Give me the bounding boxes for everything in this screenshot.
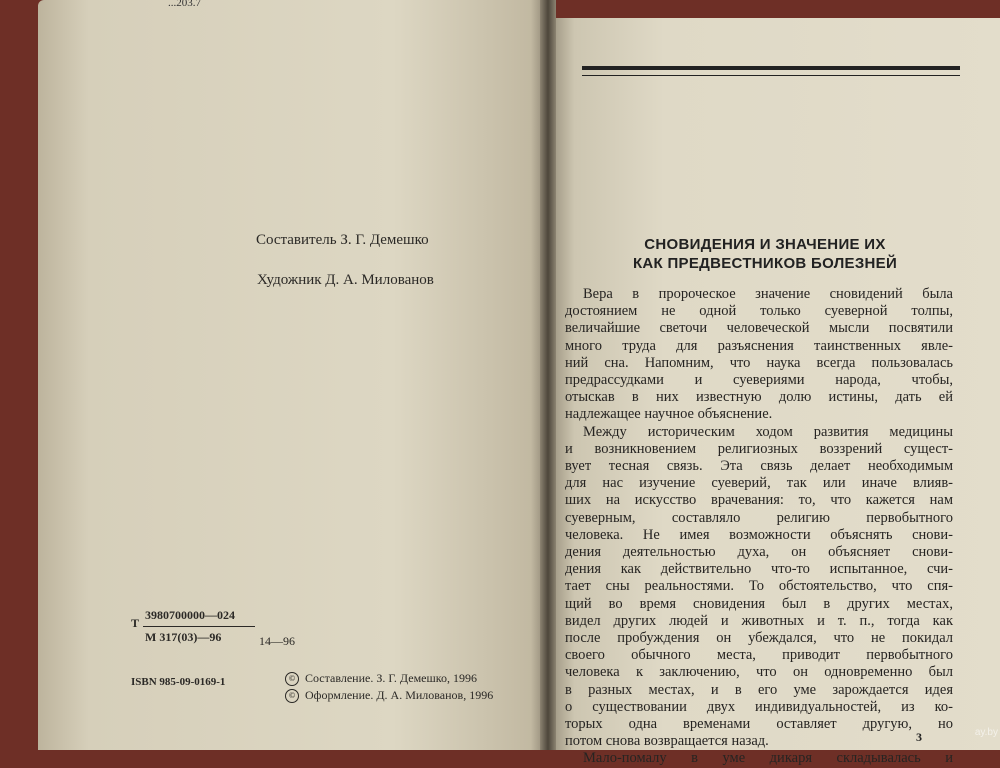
body-line: суеверным, составляло религию первобытного bbox=[565, 509, 953, 526]
body-line: человека. Не имея возможности объяснять снови- bbox=[565, 526, 953, 543]
body-line: о существовании двух индивидуальностей, из ко- bbox=[565, 698, 953, 715]
body-line: потом снова возвращается назад. bbox=[565, 733, 769, 750]
copyright-compilation bbox=[285, 671, 477, 686]
body-line: величайшие светочи человеческой мысли посвятили bbox=[565, 320, 953, 337]
body-line: отыскав в них известную долю истины, дать ей bbox=[565, 389, 953, 406]
body-line: Вера в пророческое значение сновидений была bbox=[583, 286, 953, 302]
body-line: в разных местах, и в его уме зарождается идея bbox=[565, 681, 953, 698]
body-line: ний сна. Напомним, что наука всегда пользовалась bbox=[565, 354, 953, 371]
book-gutter bbox=[540, 0, 556, 750]
body-line: видел других людей и животных и т. п., тогда как bbox=[565, 612, 953, 629]
biblio-numerator: 3980700000—024 bbox=[145, 608, 235, 622]
body-line: дения как действительно что-то испытанное, счи- bbox=[565, 561, 953, 578]
body-line: щий во время сновидения был в других местах, bbox=[565, 595, 953, 612]
biblio-letter: Т bbox=[131, 616, 140, 630]
body-line: для нас изучение суеверий, так или иначе влияв- bbox=[565, 475, 953, 492]
chapter-title-line: СНОВИДЕНИЯ И ЗНАЧЕНИЕ ИХ bbox=[644, 236, 886, 253]
chapter-title bbox=[585, 235, 945, 273]
chapter-title-line: КАК ПРЕДВЕСТНИКОВ БОЛЕЗНЕЙ bbox=[632, 255, 898, 272]
chapter-body bbox=[565, 286, 953, 768]
body-line: торых одна временами оставляет другую, но bbox=[565, 716, 953, 733]
body-line: человека к заключению, что он одновременно был bbox=[565, 664, 953, 681]
copyright-icon: © bbox=[285, 689, 299, 703]
body-line: и возникновением религиозных воззрений сущест- bbox=[565, 440, 953, 457]
copyright-design bbox=[285, 688, 493, 703]
body-line: надлежащее научное объяснение. bbox=[565, 406, 773, 423]
body-line: вует тесная связь. Эта связь делает необходимым bbox=[565, 458, 953, 475]
body-line: ших на искусство врачевания: то, что кажется нам bbox=[565, 492, 953, 509]
biblio-fraction-line bbox=[143, 626, 255, 627]
copyright-line: Составление. З. Г. Демешко, 1996 bbox=[305, 671, 477, 685]
body-line: много труда для разъяснения таинственных явле- bbox=[565, 337, 953, 354]
body-line: достоянием не одной только суеверной толпы, bbox=[565, 303, 953, 320]
isbn: ISBN 985-09-0169-1 bbox=[131, 676, 226, 688]
artist-credit: Художник Д. А. Милованов bbox=[257, 272, 434, 288]
biblio-denominator: М 317(03)—96 bbox=[145, 630, 222, 644]
watermark: ay.by bbox=[974, 727, 998, 738]
body-line: Между историческим ходом развития медицины bbox=[583, 423, 953, 440]
header-rule bbox=[582, 66, 960, 76]
biblio-right: 14—96 bbox=[259, 634, 295, 648]
compiler-credit: Составитель З. Г. Демешко bbox=[256, 232, 429, 248]
copyright-icon: © bbox=[285, 672, 299, 686]
body-line: дения деятельностью духа, он объясняет снови- bbox=[565, 544, 953, 561]
body-line: своего обычного места, приводит первобытного bbox=[565, 647, 953, 664]
body-line: Мало-помалу в уме дикаря складывалась и bbox=[583, 750, 953, 767]
body-line: после пробуждения он убеждался, что не покидал bbox=[565, 630, 953, 647]
page-number: 3 bbox=[916, 730, 922, 744]
copyright-line: Оформление. Д. А. Милованов, 1996 bbox=[305, 688, 494, 702]
body-line: тает сны реальностями. То обстоятельство, что спя- bbox=[565, 578, 953, 595]
top-scrap-text: ...203.7 bbox=[168, 0, 201, 8]
body-line: предрассудками и суевериями народа, чтобы, bbox=[565, 372, 953, 389]
